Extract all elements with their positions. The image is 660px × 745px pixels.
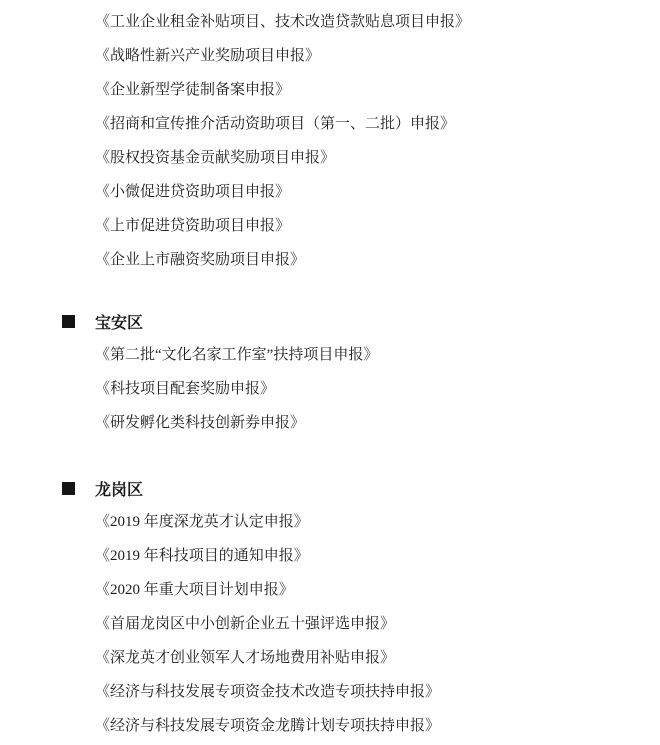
list-item: 《工业企业租金补贴项目、技术改造贷款贴息项目申报》	[95, 14, 471, 30]
list-item: 《企业新型学徒制备案申报》	[95, 82, 291, 98]
section-baoan	[0, 304, 660, 440]
list-item: 《首届龙岗区中小创新企业五十强评选申报》	[95, 616, 396, 632]
list-item: 《经济与科技发展专项资金龙腾计划专项扶持申报》	[95, 718, 441, 734]
list-item: 《2019 年科技项目的通知申报》	[95, 548, 309, 564]
square-bullet-icon	[62, 315, 75, 328]
list-item: 《第二批“文化名家工作室”扶持项目申报》	[95, 347, 379, 363]
list-item: 《招商和宣传推介活动资助项目（第一、二批）申报》	[95, 116, 456, 132]
list-item: 《上市促进贷资助项目申报》	[95, 218, 291, 234]
list-item: 《研发孵化类科技创新券申报》	[95, 415, 306, 431]
list-item: 《战略性新兴产业奖励项目申报》	[95, 48, 321, 64]
list-item: 《2019 年度深龙英才认定申报》	[95, 514, 309, 530]
square-bullet-icon	[62, 482, 75, 495]
list-item: 《科技项目配套奖励申报》	[95, 381, 276, 397]
list-item: 《企业上市融资奖励项目申报》	[95, 252, 306, 268]
section-heading-label: 宝安区	[95, 314, 144, 332]
section-heading-baoan	[0, 304, 660, 338]
section-continuation	[0, 5, 660, 277]
list-item: 《2020 年重大项目计划申报》	[95, 582, 294, 598]
list-item: 《深龙英才创业领军人才场地费用补贴申报》	[95, 650, 396, 666]
section-heading-label: 龙岗区	[95, 481, 144, 499]
section-longgang	[0, 471, 660, 743]
section-heading-longgang	[0, 471, 660, 505]
list-item: 《股权投资基金贡献奖励项目申报》	[95, 150, 336, 166]
list-item: 《小微促进贷资助项目申报》	[95, 184, 291, 200]
list-item: 《经济与科技发展专项资金技术改造专项扶持申报》	[95, 684, 441, 700]
